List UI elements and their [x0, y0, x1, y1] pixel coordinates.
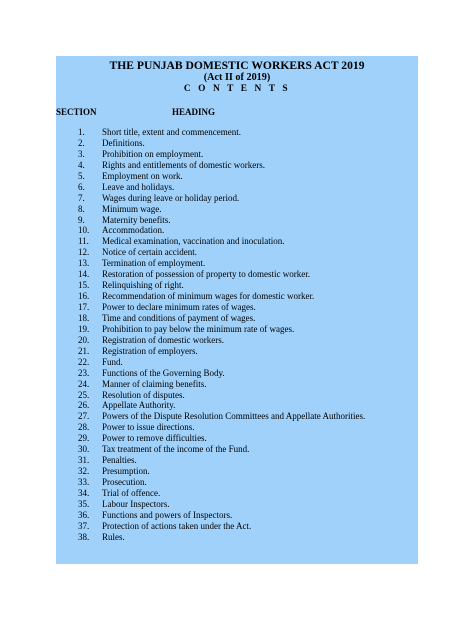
section-number: 32. — [78, 466, 90, 477]
section-heading: Labour Inspectors. — [102, 498, 170, 509]
contents-panel — [56, 56, 418, 564]
document-title: THE PUNJAB DOMESTIC WORKERS ACT 2019 — [109, 59, 365, 72]
section-heading: Functions and powers of Inspectors. — [102, 509, 233, 520]
section-number: 36. — [78, 509, 90, 520]
section-number: 15. — [78, 280, 90, 291]
section-heading: Presumption. — [102, 466, 150, 477]
section-number: 12. — [78, 247, 90, 258]
section-number: 1. — [78, 127, 85, 137]
section-number: 30. — [78, 444, 90, 455]
section-heading: Functions of the Governing Body. — [102, 367, 225, 378]
section-heading: Penalties. — [102, 455, 137, 466]
section-heading: Appellate Authority. — [102, 400, 176, 411]
section-heading: Power to declare minimum rates of wages. — [102, 302, 256, 312]
section-heading: Power to remove difficulties. — [102, 433, 207, 444]
section-column-header: SECTION — [56, 107, 97, 117]
section-heading: Time and conditions of payment of wages. — [102, 312, 256, 323]
section-number: 5. — [78, 170, 85, 181]
section-heading: Prosecution. — [102, 477, 147, 487]
section-number: 11. — [78, 236, 89, 247]
section-number: 29. — [78, 433, 90, 444]
section-number: 34. — [78, 487, 90, 498]
contents-heading: C O N T E N T S — [183, 84, 291, 94]
section-number: 37. — [78, 520, 90, 531]
section-heading: Registration of domestic workers. — [102, 334, 224, 345]
section-number: 7. — [78, 192, 85, 203]
section-heading: Power to issue directions. — [102, 422, 195, 433]
section-number: 16. — [78, 291, 90, 302]
heading-column-header: HEADING — [172, 107, 216, 117]
section-heading: Relinquishing of right. — [102, 280, 184, 291]
section-number: 6. — [78, 181, 85, 192]
section-number: 21. — [78, 345, 90, 356]
section-number: 35. — [78, 498, 90, 509]
section-heading: Registration of employers. — [102, 345, 198, 356]
section-heading: Manner of claiming benefits. — [102, 378, 207, 389]
section-number: 22. — [78, 356, 90, 367]
section-heading: Medical examination, vaccination and inoculation. — [102, 236, 285, 247]
section-heading: Prohibition to pay below the minimum rate of wages. — [102, 323, 295, 334]
section-heading: Accommodation. — [102, 225, 165, 236]
section-number: 20. — [78, 334, 90, 345]
section-heading: Recommendation of minimum wages for domestic worker. — [102, 291, 315, 302]
section-number: 19. — [78, 323, 90, 334]
section-heading: Powers of the Dispute Resolution Committees and Appellate Authorities. — [102, 411, 366, 422]
section-number: 23. — [78, 367, 90, 378]
section-heading: Trial of offence. — [102, 487, 161, 498]
section-heading: Rules. — [102, 531, 125, 542]
section-number: 14. — [78, 269, 90, 280]
section-heading: Protection of actions taken under the Act. — [102, 520, 252, 531]
section-heading: Minimum wage. — [102, 203, 162, 214]
section-number: 24. — [78, 378, 90, 389]
section-number: 18. — [78, 312, 90, 323]
act-number: (Act II of 2019) — [203, 72, 271, 83]
section-heading: Prohibition on employment. — [102, 148, 204, 159]
section-heading: Resolution of disputes. — [102, 389, 185, 400]
section-number: 2. — [78, 137, 85, 148]
section-heading: Fund. — [102, 356, 123, 367]
section-heading: Restoration of possession of property to domestic worker. — [102, 269, 310, 280]
section-heading: Definitions. — [102, 137, 145, 148]
section-number: 13. — [78, 258, 90, 269]
section-heading: Leave and holidays. — [102, 181, 175, 192]
section-heading: Notice of certain accident. — [102, 247, 197, 258]
section-heading: Termination of employment. — [102, 258, 206, 269]
section-number: 9. — [78, 214, 85, 225]
section-number: 26. — [78, 400, 90, 411]
section-number: 4. — [78, 159, 85, 170]
section-number: 27. — [78, 411, 90, 422]
section-number: 25. — [78, 389, 90, 400]
section-number: 31. — [78, 455, 90, 466]
section-number: 8. — [78, 203, 85, 214]
section-heading: Maternity benefits. — [102, 214, 171, 225]
section-heading: Employment on work. — [102, 170, 183, 181]
section-number: 33. — [78, 477, 90, 487]
section-number: 17. — [78, 302, 90, 312]
section-heading: Short title, extent and commencement. — [102, 127, 241, 137]
section-heading: Rights and entitlements of domestic workers. — [102, 159, 265, 170]
section-heading: Wages during leave or holiday period. — [102, 192, 240, 203]
section-heading: Tax treatment of the income of the Fund. — [102, 444, 250, 455]
section-number: 38. — [78, 531, 90, 542]
section-number: 28. — [78, 422, 90, 433]
section-number: 10. — [78, 225, 90, 236]
section-number: 3. — [78, 148, 85, 159]
